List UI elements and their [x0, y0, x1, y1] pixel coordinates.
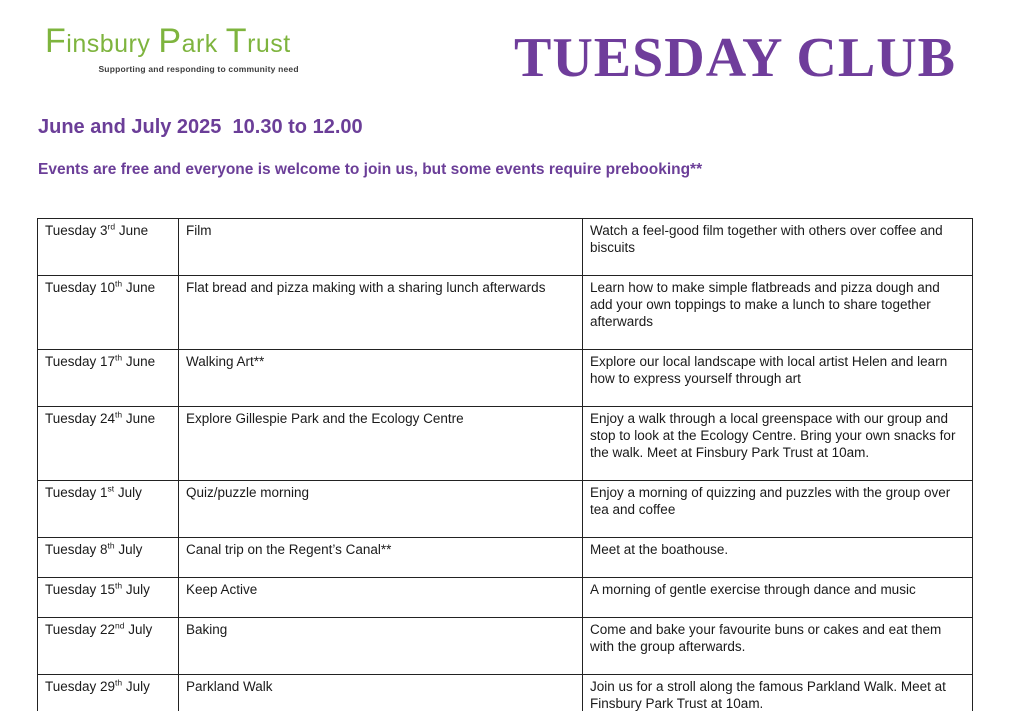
logo-word [45, 22, 151, 60]
date-text: Tuesday 3 [45, 223, 108, 238]
logo-word-rest: ark [181, 30, 218, 58]
date-text: June [122, 280, 156, 295]
table-row [38, 538, 973, 578]
date-text: Tuesday 10 [45, 280, 116, 295]
date-text: Tuesday 24 [45, 411, 116, 426]
event-date-cell [38, 578, 179, 618]
date-text: Tuesday 22 [45, 622, 116, 637]
event-description-cell: Watch a feel-good film together with others over coffee and biscuits [583, 219, 973, 276]
logo-wordmark [45, 22, 299, 61]
logo-word-initial: T [225, 22, 248, 60]
event-date-cell [38, 407, 179, 481]
event-description-cell: Join us for a stroll along the famous Parkland Walk. Meet at Finsbury Park Trust at 10am. [583, 675, 973, 711]
date-text: July [122, 582, 150, 597]
event-title-cell: Quiz/puzzle morning [179, 481, 583, 538]
event-description-cell: Enjoy a walk through a local greenspace with our group and stop to look at the Ecology Centre. Bring your own snacks for the walk. Meet at Finsbury Park Trust at 10am. [583, 407, 973, 481]
event-description-cell: A morning of gentle exercise through dance and music [583, 578, 973, 618]
page-title: TUESDAY CLUB [514, 27, 956, 89]
date-text: July [114, 485, 142, 500]
event-date-cell [38, 538, 179, 578]
date-text: June [122, 354, 156, 369]
event-description-cell: Learn how to make simple flatbreads and pizza dough and add your own toppings to make a lunch to share together afterwards [583, 276, 973, 350]
finsbury-park-trust-logo [45, 22, 299, 74]
table-row [38, 675, 973, 711]
event-date-cell [38, 219, 179, 276]
table-row [38, 407, 973, 481]
logo-word [158, 22, 218, 60]
date-ordinal: th [115, 278, 123, 289]
event-title-cell: Keep Active [179, 578, 583, 618]
table-row [38, 481, 973, 538]
event-date-cell [38, 276, 179, 350]
logo-word-initial: P [158, 22, 182, 60]
event-title-cell: Flat bread and pizza making with a sharing lunch afterwards [179, 276, 583, 350]
logo-word [225, 22, 291, 60]
event-date-cell [38, 481, 179, 538]
event-title-cell: Canal trip on the Regent’s Canal** [179, 538, 583, 578]
event-description-cell: Meet at the boathouse. [583, 538, 973, 578]
event-title-cell: Film [179, 219, 583, 276]
event-title-cell: Walking Art** [179, 350, 583, 407]
date-text: Tuesday 17 [45, 354, 116, 369]
logo-word-rest: rust [247, 30, 291, 58]
date-ordinal: th [115, 352, 123, 363]
event-date-cell [38, 618, 179, 675]
logo-tagline: Supporting and responding to community need [98, 64, 299, 74]
date-ordinal: rd [107, 221, 116, 232]
date-text: Tuesday 1 [45, 485, 108, 500]
date-text: July [124, 622, 153, 637]
date-text: Tuesday 8 [45, 542, 108, 557]
event-title-cell: Explore Gillespie Park and the Ecology Centre [179, 407, 583, 481]
date-ordinal: th [115, 580, 123, 591]
schedule-heading: June and July 2025 10.30 to 12.00 [38, 116, 363, 138]
table-row [38, 219, 973, 276]
logo-word-initial: F [45, 22, 67, 60]
date-ordinal: th [115, 677, 123, 688]
date-text: Tuesday 15 [45, 582, 116, 597]
date-ordinal: nd [115, 620, 125, 631]
logo-word-rest: insbury [66, 30, 151, 58]
date-ordinal: th [107, 540, 115, 551]
event-description-cell: Come and bake your favourite buns or cakes and eat them with the group afterwards. [583, 618, 973, 675]
event-date-cell [38, 675, 179, 711]
prebooking-note: Events are free and everyone is welcome to join us, but some events require prebooking** [38, 161, 703, 178]
event-date-cell [38, 350, 179, 407]
date-text: July [122, 679, 150, 694]
date-text: June [115, 223, 149, 238]
table-row [38, 350, 973, 407]
date-ordinal: st [107, 483, 115, 494]
date-text: July [114, 542, 143, 557]
table-row [38, 578, 973, 618]
table-row [38, 276, 973, 350]
event-title-cell: Parkland Walk [179, 675, 583, 711]
table-row [38, 618, 973, 675]
event-description-cell: Explore our local landscape with local artist Helen and learn how to express yourself through art [583, 350, 973, 407]
event-description-cell: Enjoy a morning of quizzing and puzzles with the group over tea and coffee [583, 481, 973, 538]
events-table [37, 218, 973, 711]
date-ordinal: th [115, 409, 123, 420]
date-text: Tuesday 29 [45, 679, 116, 694]
date-text: June [122, 411, 156, 426]
event-title-cell: Baking [179, 618, 583, 675]
